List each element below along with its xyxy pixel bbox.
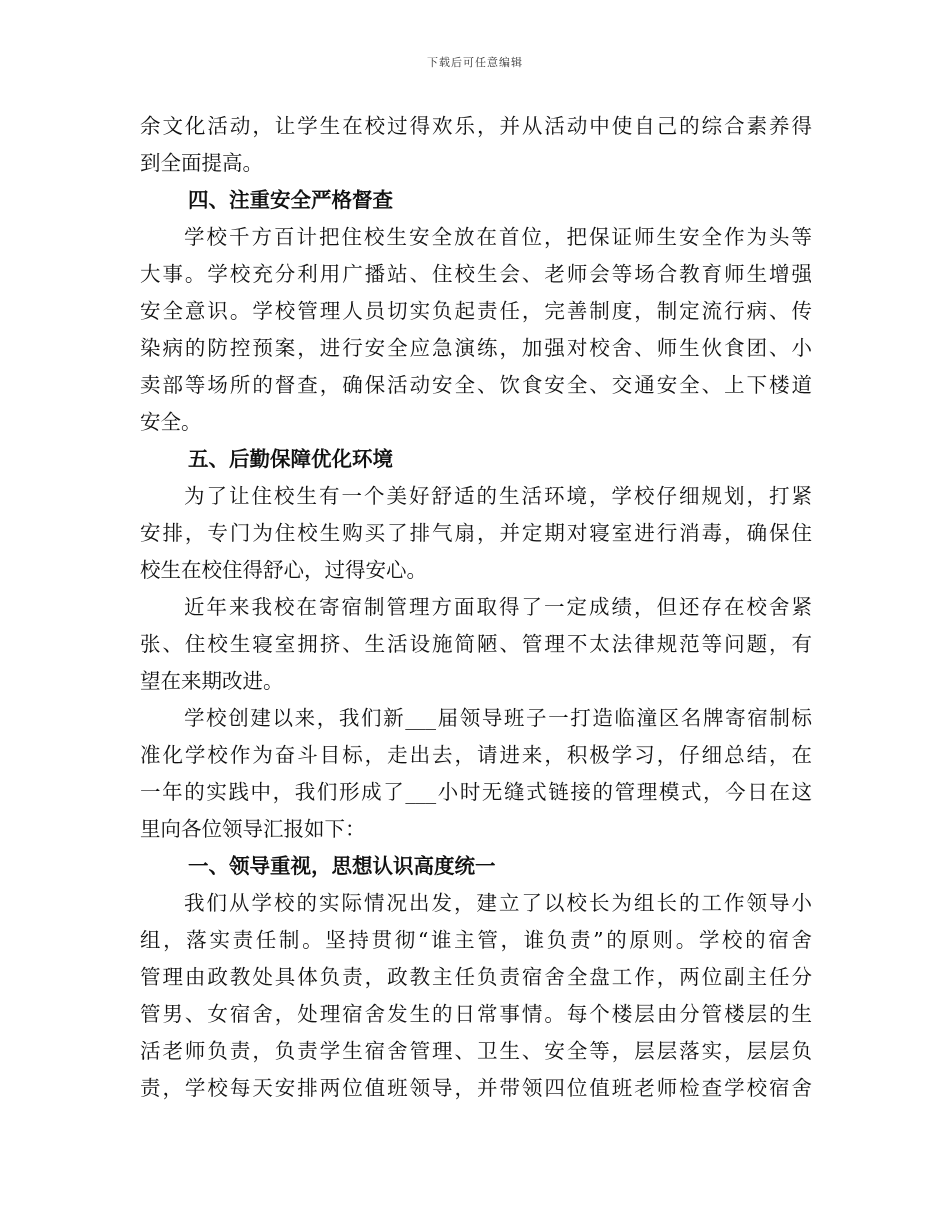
paragraph-line: 我们从学校的实际情况出发，建立了以校长为组长的工作领导小 (184, 891, 812, 915)
paragraph-line: 安全。 (140, 410, 202, 434)
paragraph-line: 卖部等场所的督查，确保活动安全、饮食安全、交通安全、上下楼道 (140, 373, 812, 397)
paragraph-line: 大事。学校充分利用广播站、住校生会、老师会等场合教育师生增强 (140, 262, 812, 286)
paragraph-line: 到全面提高。 (140, 151, 263, 175)
paragraph-line: 组，落实责任制。坚持贯彻“谁主管，谁负责”的原则。学校的宿舍 (140, 928, 812, 952)
paragraph-line: 活老师负责，负责学生宿舍管理、卫生、安全等，层层落实，层层负 (140, 1039, 812, 1063)
paragraph-line: 张、住校生寝室拥挤、生活设施简陋、管理不太法律规范等问题，有 (140, 632, 812, 656)
paragraph-line: 染病的防控预案，进行安全应急演练，加强对校舍、师生伙食团、小 (140, 336, 812, 360)
paragraph-line: 望在来期改进。 (140, 669, 284, 693)
paragraph-line: 学校创建以来，我们新___届领导班子一打造临潼区名牌寄宿制标 (184, 706, 812, 730)
section-heading: 一、领导重视，思想认识高度统一 (188, 854, 496, 878)
paragraph-line: 责，学校每天安排两位值班领导，并带领四位值班老师检查学校宿舍 (140, 1076, 812, 1100)
paragraph-line: 安排，专门为住校生购买了排气扇，并定期对寝室进行消毒，确保住 (140, 521, 812, 545)
section-heading: 四、注重安全严格督查 (188, 188, 393, 212)
document-body (140, 108, 812, 1107)
paragraph-line: 校生在校住得舒心，过得安心。 (140, 558, 427, 582)
paragraph-line: 余文化活动，让学生在校过得欢乐，并从活动中使自己的综合素养得 (140, 114, 812, 138)
paragraph-line: 管男、女宿舍，处理宿舍发生的日常事情。每个楼层由分管楼层的生 (140, 1002, 812, 1026)
paragraph-line: 学校千方百计把住校生安全放在首位，把保证师生安全作为头等 (184, 225, 812, 249)
paragraph-line: 近年来我校在寄宿制管理方面取得了一定成绩，但还存在校舍紧 (184, 595, 812, 619)
paragraph-line: 安全意识。学校管理人员切实负起责任，完善制度，制定流行病、传 (140, 299, 812, 323)
paragraph-line: 一年的实践中，我们形成了___小时无缝式链接的管理模式，今日在这 (140, 780, 812, 804)
paragraph-line: 里向各位领导汇报如下： (140, 817, 366, 841)
paragraph-line: 准化学校作为奋斗目标，走出去，请进来，积极学习，仔细总结，在 (140, 743, 812, 767)
section-heading: 五、后勤保障优化环境 (188, 447, 393, 471)
paragraph-line: 为了让住校生有一个美好舒适的生活环境，学校仔细规划，打紧 (184, 484, 812, 508)
header-note: 下载后可任意编辑 (427, 56, 523, 69)
paragraph-line: 管理由政教处具体负责，政教主任负责宿舍全盘工作，两位副主任分 (140, 965, 812, 989)
